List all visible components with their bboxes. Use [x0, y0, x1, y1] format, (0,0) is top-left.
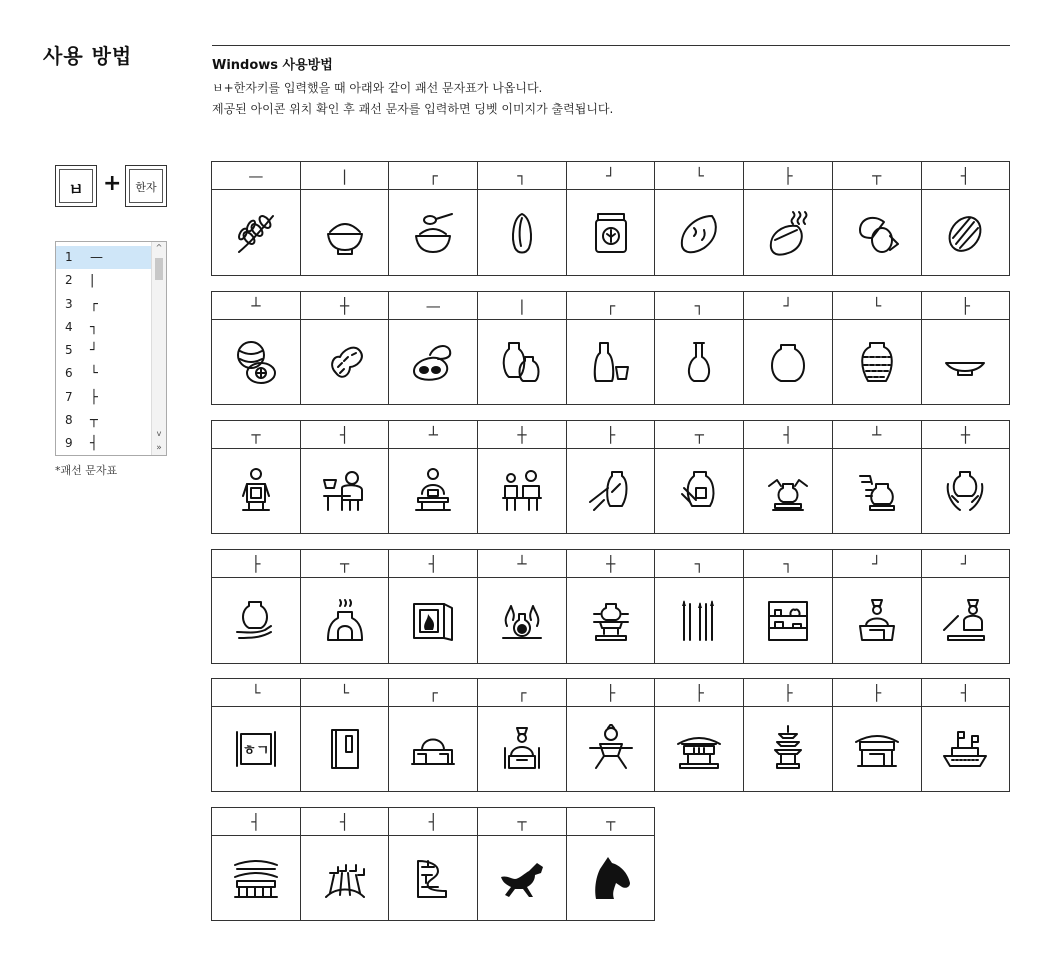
bottle-cup-icon — [567, 320, 656, 405]
box-char-header: ┘ — [833, 550, 922, 578]
sub-title: Windows 사용방법 — [212, 58, 333, 73]
palace-gate-icon — [833, 707, 922, 792]
more-icon[interactable]: » — [156, 443, 162, 453]
hanja-key-label: 한자 — [135, 181, 157, 194]
baked-sweet-potato-icon — [744, 190, 833, 276]
box-char-header: ┬ — [478, 808, 567, 836]
striped-jar-icon — [833, 320, 922, 405]
box-char-header: ├ — [744, 679, 833, 707]
icon-table-row — [211, 291, 1010, 405]
rice-plant-icon — [212, 190, 301, 276]
flame-flask-icon — [478, 578, 567, 664]
turtle-ship-icon — [922, 707, 1011, 792]
listbox-caption: *괘선 문자표 — [55, 464, 118, 477]
box-char-header: ┐ — [655, 292, 744, 320]
galloping-horse-icon — [478, 836, 567, 921]
plus-sign: + — [103, 171, 122, 196]
listbox-item-number: 8 — [65, 413, 73, 428]
box-char-header: ┤ — [744, 421, 833, 449]
box-char-header: ┬ — [833, 162, 922, 190]
listbox-item-char: ┌ — [90, 296, 98, 312]
box-char-header: ┼ — [567, 550, 656, 578]
potter-wheel-icon — [389, 449, 478, 534]
bieup-key-label: ㅂ — [68, 180, 84, 199]
spinning-pot-icon — [567, 578, 656, 664]
box-char-header: ┼ — [301, 292, 390, 320]
peanut-icon — [301, 320, 390, 405]
box-char-header: ├ — [833, 679, 922, 707]
listbox-item[interactable] — [56, 386, 152, 409]
box-char-header: └ — [655, 162, 744, 190]
box-char-header: ┌ — [389, 679, 478, 707]
rice-jar-icon — [567, 190, 656, 276]
brushes-icon — [655, 578, 744, 664]
listbox-scrollbar[interactable] — [151, 242, 166, 455]
listbox-item-char: └ — [90, 366, 98, 382]
palace-icon — [212, 836, 301, 921]
box-char-header: ┴ — [478, 550, 567, 578]
flask-vase-icon — [655, 320, 744, 405]
listbox-item-char: ┐ — [90, 319, 98, 335]
fortress-icon — [301, 836, 390, 921]
carving-vase-icon — [655, 449, 744, 534]
box-char-header: ├ — [655, 679, 744, 707]
warrior-icon — [567, 707, 656, 792]
listbox-item-number: 7 — [65, 389, 73, 404]
listbox-item-number: 6 — [65, 366, 73, 381]
box-char-header: ┤ — [922, 679, 1011, 707]
box-char-header: ├ — [567, 679, 656, 707]
cut-sweet-potato-icon — [833, 190, 922, 276]
scroll-down-icon[interactable]: v — [156, 429, 162, 438]
pagoda-icon — [744, 707, 833, 792]
walnut-icon — [212, 320, 301, 405]
listbox-item-number: 1 — [65, 250, 73, 264]
potter-standing-icon — [212, 449, 301, 534]
box-char-header: ├ — [567, 421, 656, 449]
listbox-item-number: 4 — [65, 319, 73, 334]
icon-table-row — [211, 161, 1010, 276]
box-char-header: ┐ — [478, 162, 567, 190]
box-char-header: | — [478, 292, 567, 320]
rice-bowl-icon — [301, 190, 390, 276]
chestnut-icon — [922, 190, 1011, 276]
box-char-header: ┼ — [478, 421, 567, 449]
description-line-2: 제공된 아이콘 위치 확인 후 괘선 문자를 입력하면 딩벳 이미지가 출력됩니다. — [212, 102, 614, 116]
box-char-header: ┴ — [212, 292, 301, 320]
icon-table-row — [211, 807, 655, 921]
listbox-item-char: | — [90, 273, 95, 289]
listbox-item-number: 9 — [65, 436, 73, 451]
box-char-header: — — [212, 162, 301, 190]
listbox-item[interactable] — [56, 293, 152, 316]
listbox-item-char: ├ — [90, 389, 98, 405]
box-char-header: | — [301, 162, 390, 190]
box-char-header: ┬ — [567, 808, 656, 836]
listbox-item-number: 2 — [65, 273, 73, 288]
box-char-header: ┬ — [212, 421, 301, 449]
box-char-header: ┤ — [301, 421, 390, 449]
box-char-header: ┌ — [567, 292, 656, 320]
character-listbox[interactable] — [55, 241, 167, 456]
box-char-header: ├ — [744, 162, 833, 190]
peanut-open-icon — [389, 320, 478, 405]
scroll-up-icon[interactable]: ^ — [155, 243, 163, 252]
listbox-item[interactable] — [56, 409, 152, 432]
box-char-header: ┼ — [922, 421, 1011, 449]
observatory-icon — [389, 707, 478, 792]
box-char-header: ┤ — [212, 808, 301, 836]
listbox-item-number: 3 — [65, 296, 73, 311]
rice-grain-icon — [478, 190, 567, 276]
shaping-pot-icon — [744, 449, 833, 534]
box-char-header: — — [389, 292, 478, 320]
box-char-header: ┌ — [389, 162, 478, 190]
listbox-item[interactable] — [56, 339, 152, 362]
sweet-potato-icon — [655, 190, 744, 276]
svg-text:ㅎㄱ: ㅎㄱ — [242, 743, 270, 759]
listbox-item[interactable] — [56, 246, 152, 269]
box-char-header: ┤ — [922, 162, 1011, 190]
listbox-item[interactable] — [56, 269, 152, 292]
furnace-icon — [389, 578, 478, 664]
vases-icon — [478, 320, 567, 405]
king-throne-icon — [478, 707, 567, 792]
listbox-item-number: 5 — [65, 343, 73, 358]
box-char-header: ┘ — [567, 162, 656, 190]
listbox-item[interactable] — [56, 316, 152, 339]
vase-hand-icon — [212, 578, 301, 664]
box-char-header: ┤ — [389, 550, 478, 578]
box-char-header: ┬ — [655, 421, 744, 449]
kiln-icon — [301, 578, 390, 664]
potters-bench-icon — [478, 449, 567, 534]
box-char-header: ┐ — [655, 550, 744, 578]
listbox-item-char: ┬ — [90, 413, 98, 429]
box-char-header: ├ — [212, 550, 301, 578]
title-rule — [212, 45, 1010, 46]
box-char-header: ┐ — [744, 550, 833, 578]
box-char-header: ┘ — [922, 550, 1011, 578]
listbox-item[interactable] — [56, 432, 152, 455]
round-jar-icon — [744, 320, 833, 405]
scroll-thumb[interactable] — [155, 258, 163, 280]
hands-vase-icon — [922, 449, 1011, 534]
icon-table-row — [211, 549, 1010, 664]
hangul-scroll-icon — [212, 707, 301, 792]
listbox-items — [56, 246, 152, 456]
box-char-header: └ — [833, 292, 922, 320]
icon-table-row — [211, 678, 1010, 792]
shallow-dish-icon — [922, 320, 1011, 405]
king-sword-icon — [922, 578, 1011, 664]
box-char-header: ┬ — [301, 550, 390, 578]
box-char-header: ┤ — [301, 808, 390, 836]
box-char-header: ┴ — [833, 421, 922, 449]
stone-wall-icon — [389, 836, 478, 921]
pavilion-icon — [655, 707, 744, 792]
horse-head-icon — [567, 836, 656, 921]
box-char-header: └ — [212, 679, 301, 707]
listbox-item[interactable] — [56, 362, 152, 385]
page-heading: 사용 방법 — [43, 44, 133, 68]
box-char-header: ┌ — [478, 679, 567, 707]
book-icon — [301, 707, 390, 792]
king-seated-icon — [833, 578, 922, 664]
pottery-shelf-icon — [744, 578, 833, 664]
hanja-key — [125, 165, 167, 207]
box-char-header: ┴ — [389, 421, 478, 449]
listbox-item-char: — — [90, 250, 103, 265]
potter-table-icon — [301, 449, 390, 534]
rice-spoon-icon — [389, 190, 478, 276]
box-char-header: ┤ — [389, 808, 478, 836]
painting-vase-icon — [567, 449, 656, 534]
listbox-item-char: ┤ — [90, 436, 98, 452]
description-line-1: ㅂ+한자키를 입력했을 때 아래와 같이 괘선 문자표가 나옵니다. — [212, 81, 543, 95]
pouring-clay-icon — [833, 449, 922, 534]
box-char-header: ┘ — [744, 292, 833, 320]
box-char-header: ├ — [922, 292, 1011, 320]
listbox-item-char: ┘ — [90, 343, 98, 359]
icon-table-row — [211, 420, 1010, 534]
box-char-header: └ — [301, 679, 390, 707]
bieup-key — [55, 165, 97, 207]
